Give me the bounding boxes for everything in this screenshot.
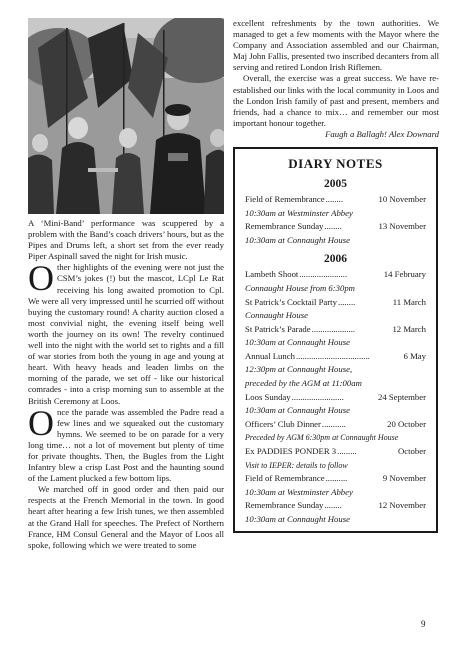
diary-event [245, 220, 426, 234]
diary-event-date: 12 November [378, 500, 426, 511]
diary-event-date: 20 October [387, 418, 426, 429]
diary-event [245, 268, 426, 282]
diary-leader-dots: ......... [337, 446, 357, 457]
diary-leader-dots: ........... [321, 418, 346, 429]
diary-event-name: Officers’ Club Dinner [245, 418, 321, 429]
diary-event-date: 13 November [378, 221, 426, 232]
diary-event-name: Ex PADDIES PONDER 3 [245, 446, 337, 457]
diary-year-heading: 2006 [324, 253, 347, 266]
diary-event [245, 296, 426, 310]
dropcap-letter: O [28, 402, 54, 443]
diary-event-name: St Patrick’s Cocktail Party [245, 296, 337, 307]
diary-event-date: 14 February [383, 269, 426, 280]
diary-event-name: Remembrance Sunday [245, 221, 324, 232]
paragraph-overall: Overall, the exercise was a great success. We have re-established our links with the local community in Loos and the London Irish family of past and present, members and friends, had a chance to mix… and remember our most important honour together. [233, 73, 439, 128]
diary-leader-dots: ........ [324, 500, 342, 511]
paragraph-highlights: ther highlights of the evening were not just the CSM’s jokes (!) but the mascot, LCpl Le Rat receiving his long awaited promotion to Cpl. We were all very impressed until he scurried off without buying the customary round! A charity auction closed a most convivial night, the evening itself being well worth the journey on its own! The revelry continued well into the night with the world set to rights and a fill of war stories from both the young in age and young at heart. With heavy heads and leaden limbs on the morning of the parade, we set off - like our historical comrades - into a crisp morning sun to assemble at the British Ceremony at Loos. [28, 262, 224, 406]
diary-years [245, 178, 426, 527]
paragraph-mini-band: A ‘Mini-Band’ performance was scuppered by a problem with the Band’s coach drivers’ hours, but as the Pipes and Drums left, a short set from the ever ready Piper Aspinall saved the night for Irish music. [28, 218, 224, 262]
dropcap-paragraph-highlights [28, 258, 224, 406]
paragraph-refreshments: excellent refreshments by the town authorities. We managed to get a few moments with the Mayor where the Company and Association assembled and our Chairman, Maj John Fallis, presented two inscribed decanters from all serving and retired London Irish Riflemen. [233, 18, 439, 73]
page-number: 9 [421, 619, 426, 629]
diary-event [245, 418, 426, 432]
diary-event-date: 9 November [382, 473, 426, 484]
diary-event-detail: Connaught House [245, 310, 308, 321]
signature: Faugh a Ballagh! Alex Downard [325, 128, 439, 139]
diary-leader-dots: .......... [325, 473, 348, 484]
diary-event-name: Field of Remembrance [245, 193, 325, 204]
diary-event [245, 350, 426, 364]
diary-leader-dots: ........................ [291, 391, 344, 402]
diary-event-detail: Preceded by AGM 6:30pm at Connaught House [245, 433, 399, 443]
diary-event-detail: Connaught House from 6:30pm [245, 282, 355, 293]
diary-leader-dots: .................... [311, 323, 356, 334]
diary-event [245, 472, 426, 486]
diary-event-detail: 10:30am at Westminster Abbey [245, 207, 353, 218]
paragraph-marched-off: We marched off in good order and then paid our respects at the French Memorial in the town. In good heart after hearing a few Irish tunes, we then assembled at the Grand Hall for speeches. The Prefect of Northern France, HM Consul General and the Mayor of Loos all spoke, following which we were treated to some [28, 484, 224, 550]
parade-photo-graphic [28, 18, 224, 214]
diary-event-date: 24 September [377, 391, 426, 402]
diary-notes-box [233, 147, 438, 533]
diary-event-name: Lambeth Shoot [245, 269, 299, 280]
diary-leader-dots: ...................... [299, 269, 348, 280]
paragraph-parade: nce the parade was assembled the Padre read a few lines and we squeaked out the customary hymns. We seemed to be on parade for a very long time… not a lot of movement but plenty of time for private thoughts. Then, the Bugles from the Light Infantry blew a crisp Last Post and the haunting sound of the Lament plucked a few bottom lips. [28, 406, 224, 484]
diary-event-detail: Visit to IEPER: details to follow [245, 460, 348, 470]
diary-event-name: Annual Lunch [245, 350, 295, 361]
diary-event-detail: preceded by the AGM at 11:00am [245, 378, 362, 389]
diary-leader-dots: ........ [325, 193, 343, 204]
diary-event [245, 323, 426, 337]
diary-event-detail: 10:30am at Westminster Abbey [245, 486, 353, 497]
left-column [28, 18, 224, 551]
diary-event-date: 6 May [403, 350, 426, 361]
diary-event-name: Field of Remembrance [245, 473, 325, 484]
diary-event-name: Remembrance Sunday [245, 500, 324, 511]
diary-leader-dots: ........ [324, 221, 342, 232]
right-column [233, 18, 439, 533]
diary-event-date: 10 November [378, 193, 426, 204]
dropcap-paragraph-parade [28, 402, 224, 485]
diary-event [245, 445, 426, 459]
diary-event [245, 499, 426, 513]
diary-year-heading: 2005 [324, 177, 347, 190]
diary-leader-dots: ........ [337, 296, 356, 307]
diary-event-detail: 10:30am at Connaught House [245, 405, 350, 416]
diary-event-name: Loos Sunday [245, 391, 291, 402]
dropcap-letter: O [28, 258, 54, 299]
diary-event-date: October [398, 446, 426, 457]
diary-event-detail: 10:30am at Connaught House [245, 337, 350, 348]
diary-event-date: 11 March [392, 296, 426, 307]
diary-event-date: 12 March [392, 323, 426, 334]
diary-event-detail: 10:30am at Connaught House [245, 234, 350, 245]
diary-event [245, 391, 426, 405]
diary-leader-dots: .................................. [295, 350, 370, 361]
parade-photo [28, 18, 224, 214]
diary-title: DIARY NOTES [288, 155, 383, 171]
diary-event-name: St Patrick’s Parade [245, 323, 311, 334]
diary-event-detail: 12:30pm at Connaught House, [245, 364, 353, 375]
diary-event [245, 193, 426, 207]
diary-event-detail: 10:30am at Connaught House [245, 514, 350, 524]
